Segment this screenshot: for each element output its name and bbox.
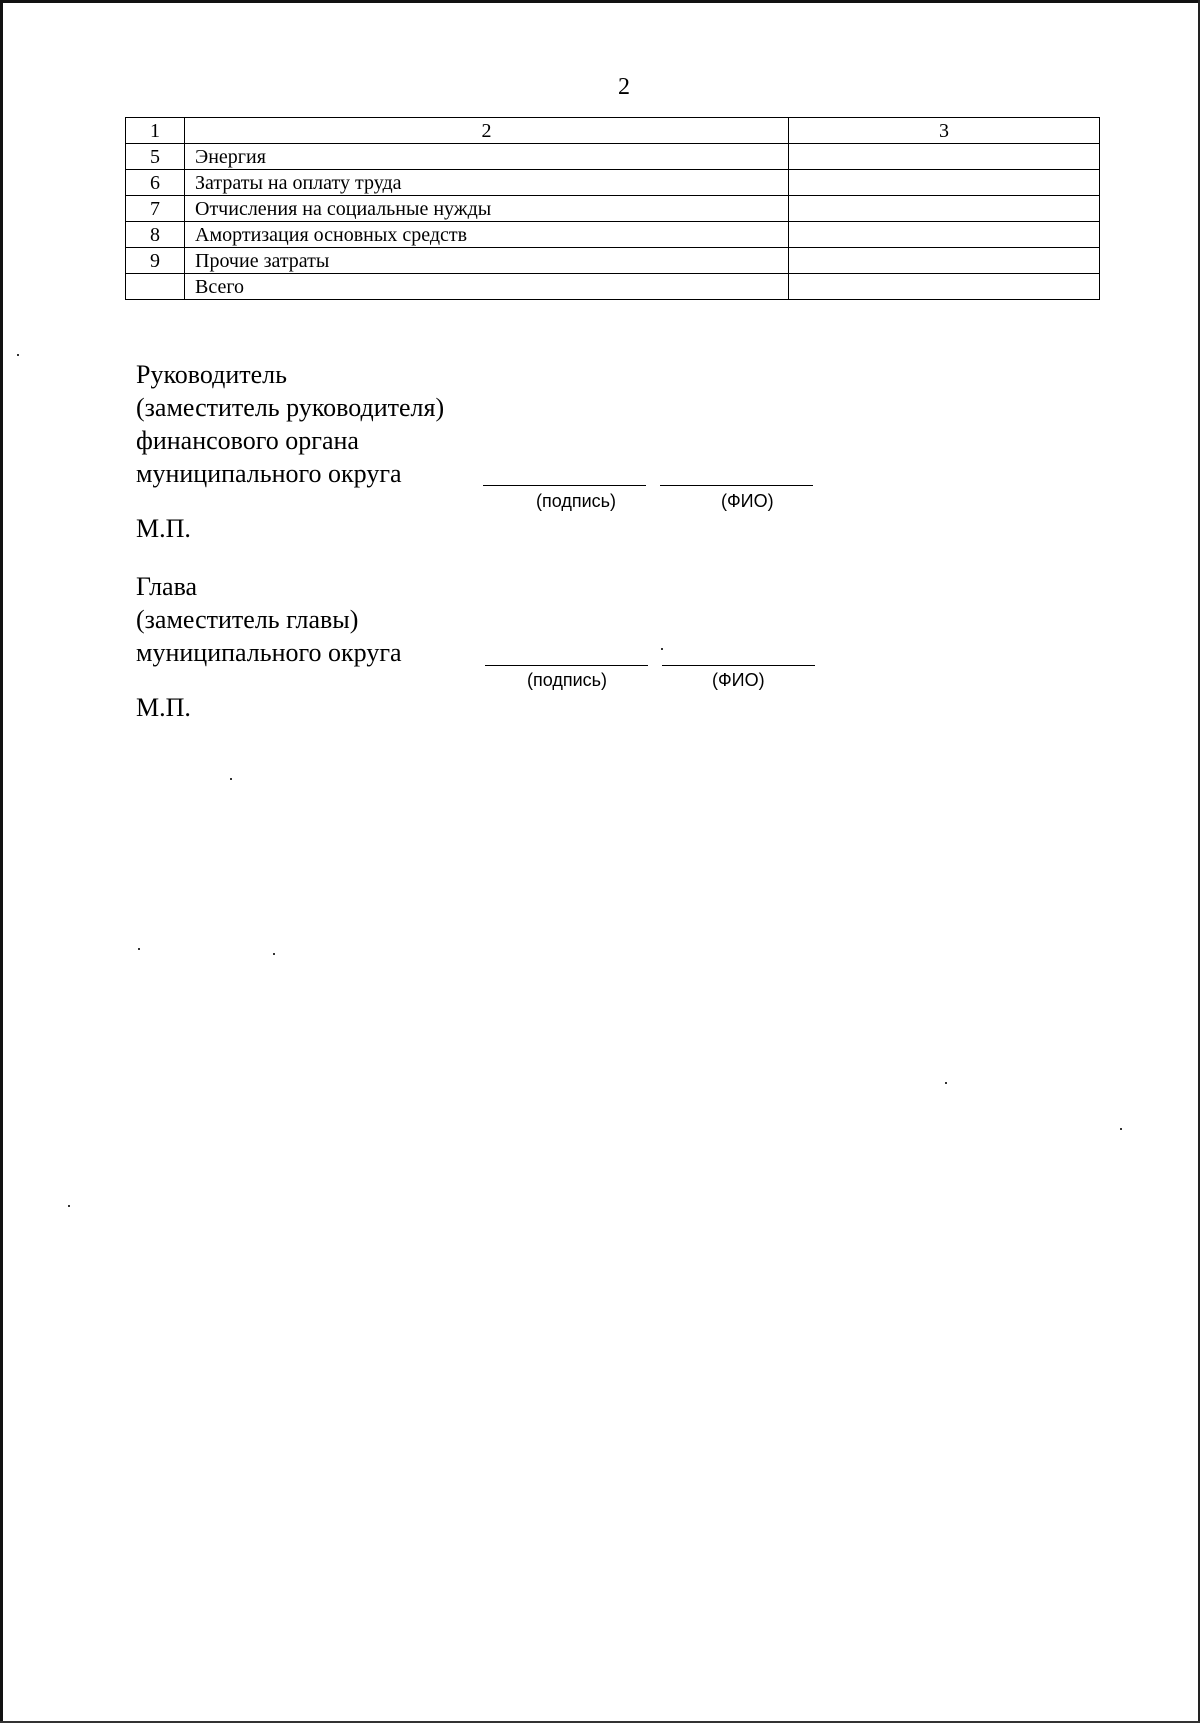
district-head-title-line: муниципального округа — [136, 638, 402, 667]
scan-speck — [230, 778, 232, 780]
finance-head-title-line: (заместитель руководителя) — [136, 393, 445, 422]
table-header-cell: 2 — [185, 118, 789, 144]
finance-head-signature-caption: (подпись) — [536, 491, 617, 511]
cost-table — [125, 117, 1100, 300]
row-value-cell — [789, 196, 1100, 222]
row-number-cell: 8 — [126, 222, 185, 248]
finance-head-stamp: М.П. — [136, 514, 191, 543]
district-head-name-line — [662, 665, 815, 666]
page-number: 2 — [618, 74, 630, 100]
district-head-title-line: (заместитель главы) — [136, 605, 359, 634]
finance-head-signature-line — [483, 485, 646, 486]
row-number-cell: 6 — [126, 170, 185, 196]
district-head-signature-caption: (подпись) — [527, 670, 608, 690]
scan-speck — [273, 953, 275, 955]
row-number-cell: 5 — [126, 144, 185, 170]
district-head-title — [136, 570, 402, 669]
row-name-cell: Амортизация основных средств — [185, 222, 789, 248]
scan-speck — [68, 1205, 70, 1207]
table-header-cell: 3 — [789, 118, 1100, 144]
row-number-cell: 7 — [126, 196, 185, 222]
finance-head-title-line: муниципального округа — [136, 459, 402, 488]
row-value-cell — [789, 144, 1100, 170]
table-total-row — [126, 274, 1100, 300]
district-head-title-line: Глава — [136, 572, 198, 601]
scan-speck — [945, 1082, 947, 1084]
row-number-cell — [126, 274, 185, 300]
scan-speck — [138, 948, 140, 950]
row-name-cell: Затраты на оплату труда — [185, 170, 789, 196]
page-frame-top — [0, 0, 1200, 3]
district-head-signature-line — [485, 665, 648, 666]
district-head-name-caption: (ФИО) — [712, 670, 765, 690]
table-header-cell: 1 — [126, 118, 185, 144]
finance-head-name-line — [660, 485, 813, 486]
row-name-cell: Энергия — [185, 144, 789, 170]
scan-speck — [661, 648, 663, 650]
finance-head-title — [136, 358, 444, 490]
finance-head-title-line: финансового органа — [136, 426, 359, 455]
finance-head-title-line: Руководитель — [136, 360, 287, 389]
scan-speck — [17, 354, 19, 356]
district-head-stamp: М.П. — [136, 693, 191, 722]
row-name-cell: Всего — [185, 274, 789, 300]
table-row — [126, 144, 1100, 170]
table-header-row — [126, 118, 1100, 144]
row-value-cell — [789, 170, 1100, 196]
table-row — [126, 222, 1100, 248]
row-value-cell — [789, 222, 1100, 248]
table-row — [126, 196, 1100, 222]
page-frame-left — [0, 0, 3, 1723]
table-row — [126, 170, 1100, 196]
row-name-cell: Отчисления на социальные нужды — [185, 196, 789, 222]
finance-head-name-caption: (ФИО) — [721, 491, 774, 511]
row-name-cell: Прочие затраты — [185, 248, 789, 274]
scan-speck — [1120, 1128, 1122, 1130]
row-value-cell — [789, 274, 1100, 300]
table-row — [126, 248, 1100, 274]
row-value-cell — [789, 248, 1100, 274]
row-number-cell: 9 — [126, 248, 185, 274]
